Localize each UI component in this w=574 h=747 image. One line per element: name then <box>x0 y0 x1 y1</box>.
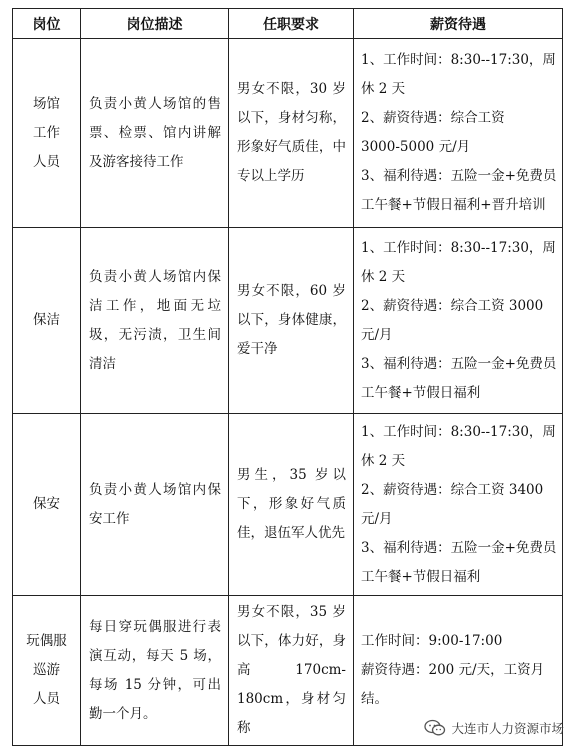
position-cell: 玩偶服 巡游 人员 <box>13 596 81 746</box>
salary-line: 工午餐+节假日福利 <box>361 568 481 585</box>
position-cell: 保安 <box>13 414 81 596</box>
salary-line: 薪资待遇：200 元/天，工资月 <box>361 662 545 678</box>
requirements-cell: 男女不限，30 岁以下，身材匀称，形象好气质佳，中专以上学历 <box>229 39 354 228</box>
header-requirements: 任职要求 <box>229 9 354 39</box>
salary-line: 元/月 <box>361 510 393 527</box>
salary-line: 1、工作时间：8:30--17:30，周 <box>361 52 556 68</box>
salary-line: 1、工作时间：8:30--17:30，周 <box>361 423 556 440</box>
salary-line: 2、薪资待遇：综合工资 <box>361 110 505 126</box>
salary-line: 2、薪资待遇：综合工资 3000 <box>361 297 544 314</box>
description-cell: 每日穿玩偶服进行表演互动，每天 5 场，每场 15 分钟，可出勤一个月。 <box>81 596 229 746</box>
salary-line: 休 2 天 <box>361 81 406 97</box>
header-description: 岗位描述 <box>81 9 229 39</box>
table-row <box>13 39 563 228</box>
watermark <box>424 719 564 737</box>
salary-line: 3、福利待遇：五险一金+免费员 <box>361 355 557 372</box>
job-table <box>12 8 563 746</box>
wechat-icon <box>424 719 446 737</box>
salary-line: 休 2 天 <box>361 268 406 285</box>
header-position: 岗位 <box>13 9 81 39</box>
salary-line: 工午餐+节假日福利+晋升培训 <box>361 197 546 213</box>
salary-line: 休 2 天 <box>361 452 406 469</box>
salary-line: 2、薪资待遇：综合工资 3400 <box>361 481 544 498</box>
position-cell: 场馆 工作 人员 <box>13 39 81 228</box>
salary-line: 3、福利待遇：五险一金+免费员 <box>361 168 557 184</box>
salary-cell <box>354 228 563 414</box>
description-cell: 负责小黄人场馆内保安工作 <box>81 414 229 596</box>
salary-cell <box>354 39 563 228</box>
salary-line: 元/月 <box>361 326 393 343</box>
salary-cell <box>354 414 563 596</box>
salary-line: 工午餐+节假日福利 <box>361 384 481 401</box>
requirements-cell: 男生，35 岁以下，形象好气质佳，退伍军人优先 <box>229 414 354 596</box>
description-cell: 负责小黄人场馆内保洁工作，地面无垃圾，无污渍，卫生间清洁 <box>81 228 229 414</box>
table-row <box>13 414 563 596</box>
requirements-cell: 男女不限，35 岁以下，体力好，身高 170cm-180cm，身材匀称 <box>229 596 354 746</box>
description-cell: 负责小黄人场馆的售票、检票、馆内讲解及游客接待工作 <box>81 39 229 228</box>
requirements-cell: 男女不限，60 岁以下，身体健康，爱干净 <box>229 228 354 414</box>
watermark-text: 大连市人力资源市场 <box>451 721 564 736</box>
table-row <box>13 228 563 414</box>
salary-line: 工作时间：9:00-17:00 <box>361 633 503 649</box>
salary-line: 3000-5000 元/月 <box>361 139 471 155</box>
salary-line: 3、福利待遇：五险一金+免费员 <box>361 539 557 556</box>
header-salary: 薪资待遇 <box>354 9 563 39</box>
salary-line: 结。 <box>361 691 388 707</box>
position-cell: 保洁 <box>13 228 81 414</box>
header-row <box>13 9 563 39</box>
salary-line: 1、工作时间：8:30--17:30，周 <box>361 239 556 256</box>
